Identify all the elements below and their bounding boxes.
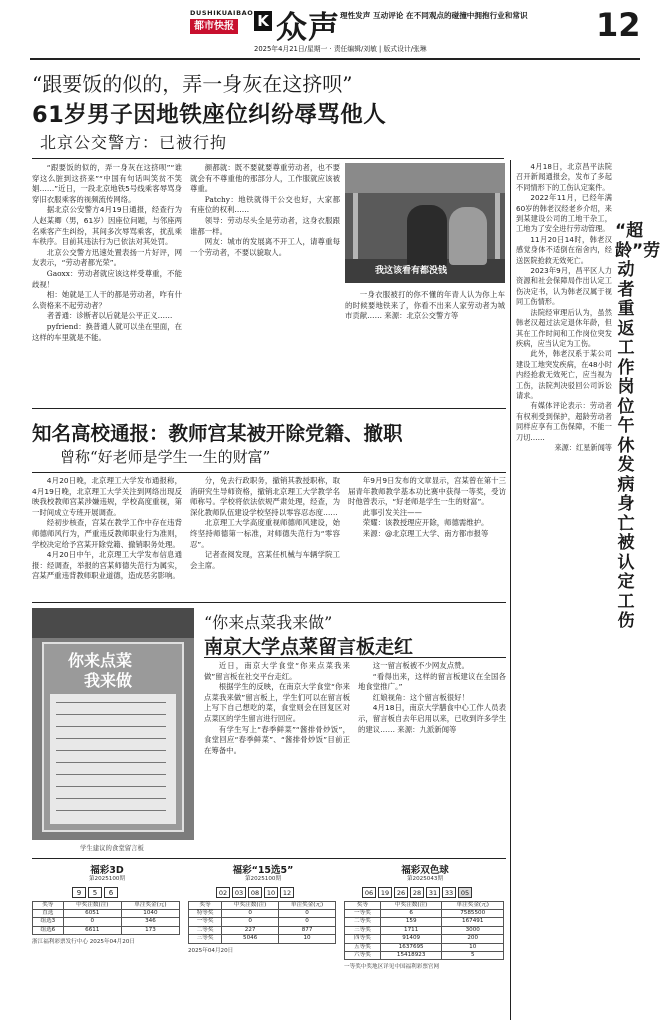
article3-column-2 — [358, 661, 506, 853]
photo-caption: 我这该看有都没钱 — [375, 266, 448, 276]
article2-paragraph: 记者查阅发现，宫某任机械与车辆学院工会主席。 — [190, 550, 340, 570]
table-header: 奖等 中奖注数(注) 单注奖金(元) — [189, 901, 336, 909]
article2-paragraph: 此事引发关注—— — [362, 507, 422, 517]
section-title: 众声 — [276, 10, 340, 46]
sidebar-paragraph: 法院经审理后认为，虽然韩老汉超过法定退休年龄，但其在工作时间和工作岗位突发疾病，应当认定为工伤。 — [516, 307, 612, 348]
article1-column-1 — [32, 163, 182, 405]
ssq-note: 一等奖中奖地区详见中国福利彩票官网 — [344, 964, 440, 971]
qx-table — [188, 901, 336, 944]
article3-paragraph: 这一留言板被不少网友点赞。 — [372, 661, 469, 670]
article1-paragraph: 据北京公安警方4月19日通报，经查行为人赵某卿（男，61岁）因座位问题，与邻座两名乘客产生纠纷，其间多次辱骂乘客，扰乱乘车秩序。目前其违法行为已依法对其处罚。 — [32, 205, 182, 247]
article3-comment: 红娘视角：这个留言板很好！ — [372, 692, 469, 702]
qx-ball: 02 — [216, 887, 230, 898]
ssq-red-ball: 19 — [378, 887, 392, 898]
article1-paragraph: 北京公交警方迅速处置表扬一片好评，网友表示，“劳动者都光荣”。 — [32, 247, 182, 268]
fc3d-ball: 5 — [88, 887, 102, 898]
table-row: 直选 6051 1040 — [33, 910, 180, 918]
article2-column-3 — [348, 476, 506, 600]
menu-board-caption: 学生建议的食堂留言板 — [80, 844, 144, 852]
masthead-rule — [30, 58, 640, 60]
sidebar-paragraph: 2023年9月，昌平区人力资源和社会保障局作出认定工伤决定书，认为韩老汉属于视同工伤情形。 — [516, 266, 612, 307]
table-row: 四等奖 91409 200 — [345, 935, 504, 943]
fc3d-ball: 6 — [104, 887, 118, 898]
slogan: 理性发声 互动评论 在不同观点的碰撞中拥抱行业和常识 — [340, 11, 528, 20]
article2-headline: 知名高校通报：教师宫某被开除党籍、撤职 — [32, 422, 403, 445]
date-line: 2025年4月21日/星期一 · 责任编辑/刘敏 | 版式设计/张琳 — [254, 45, 427, 53]
sidebar-source: 来源：红星新闻等 — [554, 442, 612, 452]
lottery-15x5 — [188, 862, 338, 1020]
sidebar-paragraph: 4月18日，北京昌平法院召开新闻通报会，发布了多起不同情形下的工伤认定案件。 — [516, 162, 612, 192]
article3-kicker: “你来点菜我来做” — [204, 613, 333, 632]
article2-comment: 荣耀：该教授理应开除，师德需维护。 — [362, 518, 489, 528]
article2-paragraph: 年9月9日发布的文章显示，宫某曾在第十三届青年教师教学基本功比赛中获得一等奖，受访时他曾表示，“好老师是学生一生的财富”。 — [348, 476, 506, 507]
ssq-red-ball: 26 — [394, 887, 408, 898]
article1-caption-box — [345, 290, 505, 380]
qx-ball: 10 — [264, 887, 278, 898]
article2-paragraph: 4月20日晚，北京理工大学发布通报称，4月19日晚，北京理工大学关注到网络出现反映我校教师宫某涉嫌违规，学校高度重视，第一时间成立专班开展调查。 — [32, 476, 182, 517]
article3-paragraph: 近日，南京大学食堂“你来点菜我来做”留言板在社交平台走红。 — [204, 661, 350, 681]
article1-comment: 领导：劳动尽头全是劳动者，这身衣服跟谁都一样。 — [190, 215, 340, 236]
ssq-numbers — [362, 887, 506, 898]
ssq-table — [344, 901, 504, 961]
qx-ball: 12 — [280, 887, 294, 898]
board-notes — [50, 694, 176, 824]
passenger-figure — [407, 205, 447, 267]
sidebar-divider — [510, 160, 511, 1020]
table-row: 一等奖 6 7585500 — [345, 910, 504, 918]
passenger-figure — [449, 207, 487, 265]
qx-issue: 第2025100期 — [244, 876, 282, 882]
subway-photo — [345, 163, 505, 283]
article1-comment: pyfriend：换普通人就可以坐在里面，在这样的车里就是不能。 — [32, 321, 182, 342]
ssq-red-ball: 31 — [426, 887, 440, 898]
article1-comment: 者普通：诊断者以后就是公平正义…… — [46, 311, 173, 321]
article1-paragraph: “跟要饭的似的，弄一身灰在这挤呗”“谁穿这么脏到这挤来”“中国有句话叫笑贫不笑娼……”近日，一段北京地铁5号线乘客辱骂身穿旧衣服乘客的视频流传网络。 — [32, 163, 182, 204]
article1-comment: 相：她就是工人干的都是劳动者，咋有什么资格来不起劳动者？ — [32, 290, 182, 310]
board-title: 你来点菜 — [68, 651, 133, 670]
sidebar-paragraph: 此外，韩老汉系于某公司建设工地突发疾病，在48小时内经抢救无效死亡，应当视为工伤，法院判决驳回公司诉讼请求。 — [516, 349, 612, 400]
qx-title: 福彩“15选5” — [232, 865, 294, 876]
fc3d-table — [32, 901, 180, 936]
lottery-fc3d — [32, 862, 182, 1020]
table-row: 三等奖 5046 10 — [189, 935, 336, 943]
article3-paragraph: 4月18日，南京大学膳食中心工作人员表示，留言板自去年启用以来，已收到许多学生的建议…… 来源：九派新闻等 — [358, 703, 506, 734]
article2-paragraph: 北京理工大学高度重视师德师风建设，始终坚持师德第一标准，对师德失范行为“零容忍”。 — [190, 518, 340, 549]
article1-subhead: 北京公交警方：已被行拘 — [40, 133, 228, 152]
sidebar-paragraph: 2022年11月，已经年满60岁的韩老汉经老乡介绍，来到某建设公司的工地干杂工，工地为了安全进行劳动管理。 — [516, 193, 612, 234]
article3-column-1 — [204, 661, 350, 853]
table-row: 五等奖 1637695 10 — [345, 943, 504, 951]
article1-caption: 一身衣服被打的你不懂的年青人认为你上车的时候要地铁来了，你看不出来人家劳动者为城市贡献…… 来源：北京公交警方等 — [345, 290, 505, 321]
article2-paragraph: 分，免去行政职务，撤销其教授职称，取消研究生导师资格，撤销北京理工大学教学名师称号。学校将依法依规严肃处理，经查，为深化教师队伍建设学校坚持以零容忍态度…… — [190, 476, 340, 517]
table-header: 奖等 中奖注数(注) 单注奖金(元) — [345, 901, 504, 909]
article3-paragraph: “看得出来，这样的留言板建议在全国各地食堂推广。” — [358, 671, 506, 692]
ssq-blue-ball: 05 — [458, 887, 472, 898]
menu-board-photo — [32, 608, 194, 840]
qx-ball: 08 — [248, 887, 262, 898]
sidebar-paragraph: 11月20日14时，韩老汉感觉身体不适倒在宿舍内，经送医院抢救无效死亡。 — [516, 234, 612, 265]
brand-pinyin: DUSHIKUAIBAO — [190, 9, 254, 17]
sidebar-text — [516, 162, 612, 1012]
table-row: 三等奖 1711 3000 — [345, 926, 504, 934]
ssq-red-ball: 06 — [362, 887, 376, 898]
lottery-rule — [32, 858, 506, 859]
article2-column-1 — [32, 476, 182, 600]
article1-comment: 网友：城市的发展离不开工人，请尊重每一个劳动者，不要以貌取人。 — [190, 237, 340, 257]
ssq-title: 福彩双色球 — [401, 865, 449, 876]
brand-logo — [190, 19, 238, 34]
sidebar-paragraph: 有媒体评论表示：劳动者有权利受到保护，超龄劳动者同样应享有工伤保障，不能一刀切…… — [516, 401, 612, 442]
article1-bottom-rule — [32, 408, 506, 409]
table-row: 二等奖 159 167491 — [345, 918, 504, 926]
article1-column-2 — [190, 163, 340, 405]
article1-kicker: “跟要饭的似的，弄一身灰在这挤呗” — [32, 72, 353, 96]
table-row: 一等奖 0 0 — [189, 918, 336, 926]
article1-comment: Patchy：地铁就得干公交也好，大家都有座位的权利…… — [190, 194, 340, 215]
table-row: 二等奖 227 877 — [189, 926, 336, 934]
qx-ball: 03 — [232, 887, 246, 898]
brand-name: 都市快报 — [194, 21, 234, 32]
sidebar-title: “超龄”劳动者重返工作岗位 午休发病身亡被认定工伤 — [615, 221, 660, 631]
article2-source: 来源：@北京理工大学、南方都市报等 — [362, 528, 489, 538]
table-row: 组选3 0 346 — [33, 918, 180, 926]
fc3d-note: 浙江福利彩票发行中心 2025年04月20日 — [32, 939, 135, 946]
article2-bottom-rule — [32, 602, 506, 603]
ssq-red-ball: 28 — [410, 887, 424, 898]
article1-subhead-rule — [32, 158, 504, 159]
article3-paragraph: 有学生写上“春季鲜菜”“酱排骨炒饭”，食堂回应“春季鲜菜”、“酱排骨炒饭”目前正在筹备中。 — [204, 724, 350, 755]
article2-paragraph: 4月20日中午，北京理工大学发布信息通报：经调查，举报的宫某师德失范行为属实，宫某严重违背教师职业道德，造成恶劣影响。 — [32, 550, 182, 581]
article2-paragraph: 经初步核查，宫某在教学工作中存在违背师德师风行为，严重违反教师职业行为准则，学校决定给予宫某开除党籍、撤销职务处理。 — [32, 518, 182, 549]
ssq-red-ball: 33 — [442, 887, 456, 898]
ssq-issue: 第2025043期 — [406, 876, 444, 882]
k-logo-icon: K — [254, 11, 272, 31]
article2-column-2 — [190, 476, 340, 600]
fc3d-ball: 9 — [72, 887, 86, 898]
fc3d-numbers — [72, 887, 182, 898]
article1-comment: Gaoxx：劳动者就应该这样受尊重，不能歧视！ — [32, 268, 182, 289]
table-header: 奖等 中奖注数(注) 单注奖金(元) — [33, 901, 180, 909]
board-subtitle: 我来做 — [84, 671, 133, 690]
article3-headline: 南京大学点菜留言板走红 — [204, 636, 414, 658]
article1-comment: 颜都就：既不要就要尊重劳动者，也不要就会有不尊重他的那部分人，工作服就应该被尊重。 — [190, 163, 340, 194]
article3-paragraph: 根据学生的反映，在南京大学食堂“你来点菜我来做”留言板上，学生们可以在留言板上写下自己想吃的菜，食堂则会在回复区对点菜区的学生留言进行回应。 — [204, 682, 350, 723]
qx-note: 2025年04月20日 — [188, 947, 234, 954]
fc3d-title: 福彩3D — [90, 865, 124, 876]
article1-headline: 61岁男子因地铁座位纠纷辱骂他人 — [32, 102, 387, 128]
article2-subhead: 曾称“好老师是学生一生的财富” — [60, 448, 271, 466]
table-row: 六等奖 15418923 5 — [345, 952, 504, 960]
table-row: 特等奖 0 0 — [189, 910, 336, 918]
lottery-ssq — [344, 862, 506, 1020]
table-row: 组选6 6611 173 — [33, 926, 180, 934]
page-number: 12 — [596, 6, 641, 44]
article3-headline-rule — [204, 657, 506, 658]
article2-subhead-rule — [32, 472, 506, 473]
fc3d-issue: 第2025100期 — [88, 876, 126, 882]
qx-numbers — [216, 887, 338, 898]
masthead — [0, 0, 644, 58]
